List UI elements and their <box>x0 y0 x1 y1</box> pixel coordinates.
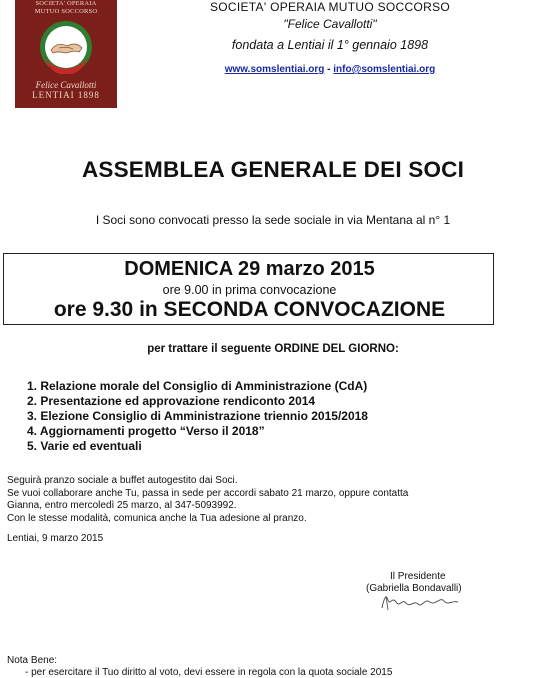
logo-bottom-line-1: Felice Cavallotti <box>35 80 97 90</box>
first-convocation: ore 9.00 in prima convocazione <box>162 283 337 297</box>
agenda-item: 3. Elezione Consiglio di Amministrazione triennio 2015/2018 <box>27 409 368 423</box>
paragraph-line: Seguirà pranzo sociale a buffet autogestito dai Soci. <box>7 475 238 486</box>
website-link[interactable]: www.somslentiai.org <box>224 64 325 75</box>
agenda-item: 5. Varie ed eventuali <box>27 439 142 453</box>
nota-bene-label: Nota Bene: <box>7 655 58 666</box>
signature-role: Il Presidente <box>390 571 446 582</box>
link-separator: - <box>327 64 331 75</box>
agenda-list <box>27 379 368 454</box>
second-convocation: ore 9.30 in SECONDA CONVOCAZIONE <box>53 298 446 321</box>
logo-top-line-2: MUTUO SOCCORSO <box>34 8 98 15</box>
email-link[interactable]: info@somslentiai.org <box>333 64 436 75</box>
page-title: ASSEMBLEA GENERALE DEI SOCI <box>81 157 465 182</box>
lunch-paragraph <box>7 475 492 525</box>
agenda-item: 1. Relazione morale del Consiglio di Amministrazione (CdA) <box>27 379 368 393</box>
document-date: Lentiai, 9 marzo 2015 <box>7 533 104 544</box>
header-founded: fondata a Lentiai il 1° gennaio 1898 <box>231 38 429 52</box>
paragraph-line: Gianna, entro mercoledì 25 marzo, al 347-5093992. <box>7 500 237 511</box>
header-links <box>165 64 495 75</box>
nota-bene-item: - per esercitare il Tuo diritto al voto, devi essere in regola con la quota sociale 2015 <box>25 667 393 678</box>
header-name: "Felice Cavallotti" <box>283 17 377 31</box>
signature-name: (Gabriella Bondavalli) <box>366 583 462 594</box>
agenda-item: 2. Presentazione ed approvazione rendiconto 2014 <box>27 394 316 408</box>
meeting-date: DOMENICA 29 marzo 2015 <box>124 258 375 280</box>
logo-bottom-text <box>15 80 117 100</box>
agenda-item: 4. Aggiornamenti progetto “Verso il 2018” <box>27 424 265 438</box>
paragraph-line: Con le stesse modalità, comunica anche la Tua adesione al pranzo. <box>7 512 307 524</box>
convocation-text: I Soci sono convocati presso la sede sociale in via Mentana al n° 1 <box>95 213 451 227</box>
society-logo <box>15 0 117 108</box>
meeting-time-box <box>3 253 494 325</box>
logo-bottom-line-2: LENTIAI 1898 <box>32 90 100 100</box>
handshake-emblem-icon <box>39 20 93 74</box>
paragraph-line: Se vuoi collaborare anche Tu, passa in sede per accordi sabato 21 marzo, oppure contatta <box>7 487 409 499</box>
logo-top-line-1: SOCIETA' OPERAIA <box>35 0 97 7</box>
handwritten-signature-icon <box>378 590 462 614</box>
logo-top-text <box>15 0 117 16</box>
agenda-intro: per trattare il seguente ORDINE DEL GIORNO: <box>147 343 399 355</box>
header-org: SOCIETA' OPERAIA MUTUO SOCCORSO <box>209 0 451 14</box>
